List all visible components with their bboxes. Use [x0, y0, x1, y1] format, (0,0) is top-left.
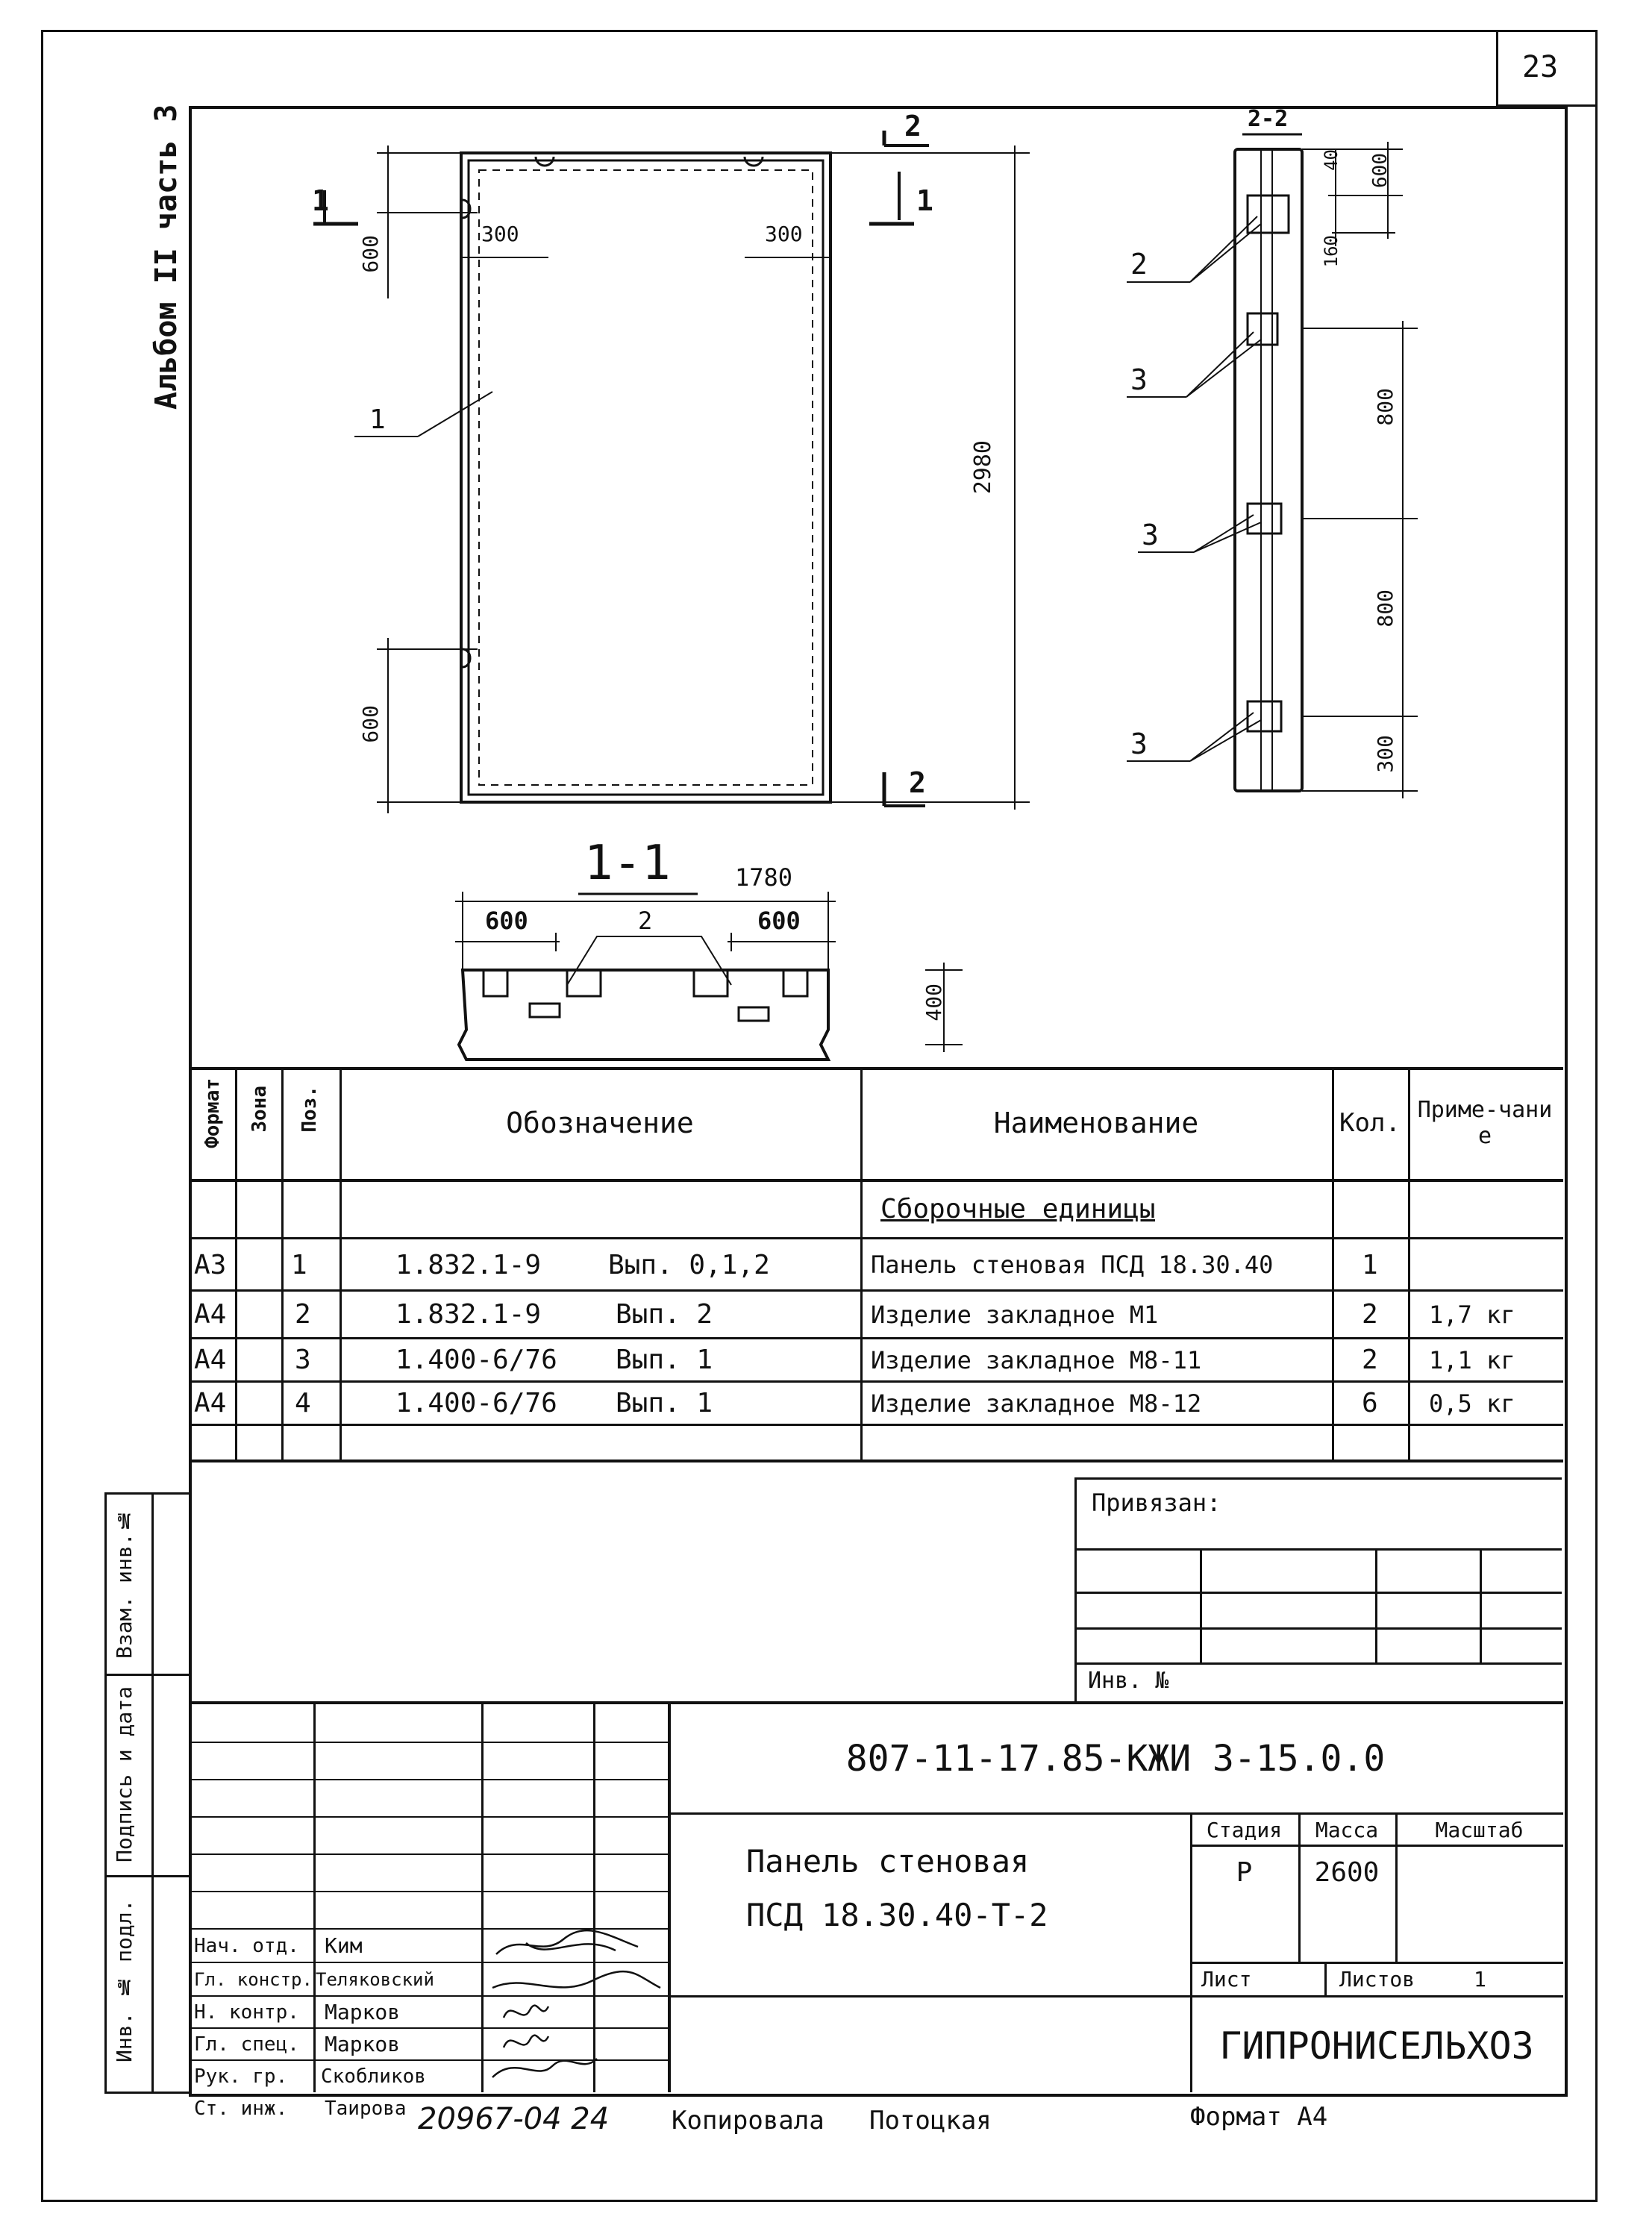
stamp-vzam: Взам. инв.№ — [112, 1508, 137, 1659]
dim-800-b: 800 — [1373, 589, 1398, 628]
dim-800-a: 800 — [1373, 388, 1398, 426]
dim-300-left: 300 — [481, 222, 519, 246]
tied-label: Привязан: — [1092, 1489, 1221, 1517]
dim-400: 400 — [922, 983, 946, 1022]
spec-table: Формат Зона Поз. Обозначение Наименование Кол. Приме-чание Сборочные единицы А3 1 1.832.1-9 Вып. 0,1,2 Панель стеновая ПСД 18.30.40 1 А4 2 1.832.1-9 Вып. 2 Изделие закладное М1 2 1,7 кг А4 3 1.400-6/76 Вып. 1 Изделие закладное М8-11 2 1,1 кг А4 4 1.400-6/76 Вып. 1 Изделие закладное М8-12 6 0,5 кг — [190, 1067, 1563, 1462]
leader-pos3-b: 3 — [1142, 519, 1159, 551]
dim-600-section-right: 600 — [757, 907, 801, 935]
copied-label: Копировала — [672, 2106, 825, 2136]
header-name: Наименование — [993, 1107, 1199, 1139]
leader-pos1: 1 — [369, 404, 386, 435]
sheets-label: Листов — [1339, 1967, 1415, 1992]
panel-elevation — [461, 153, 830, 802]
sheet-label: Лист — [1201, 1967, 1252, 1992]
stamp-podpis: Подпись и дата — [112, 1686, 137, 1862]
dim-300-right: 300 — [765, 222, 803, 246]
copied-name: Потоцкая — [869, 2106, 992, 2136]
dim-600-section-left: 600 — [485, 907, 528, 935]
drawing-code: 807-11-17.85-КЖИ 3-15.0.0 — [845, 1737, 1386, 1780]
panel-drawings — [0, 0, 1652, 1074]
format-label: Формат А4 — [1190, 2102, 1328, 2132]
mass-value: 2600 — [1314, 1856, 1380, 1888]
leader-pos3-c: 3 — [1130, 728, 1148, 760]
title-block: 807-11-17.85-КЖИ 3-15.0.0 Панель стеновая ПСД 18.30.40-Т-2 Стадия Масса Масштаб Р 2600 Лист Листов 1 ГИПРОНИСЕЛЬХОЗ Нач. отд. Ким Гл. констр. Теляковский Н. контр. Марков Гл. спец. Марков Рук. гр. Скобликов Ст. инж. Таирова — [190, 1701, 1563, 2092]
title-line-2: ПСД 18.30.40-Т-2 — [746, 1897, 1048, 1933]
side-section — [1235, 149, 1302, 791]
group-title: Сборочные единицы — [880, 1193, 1156, 1224]
section-2-2-title: 2-2 — [1248, 106, 1289, 132]
binding-block — [1074, 1477, 1562, 1704]
mass-label: Масса — [1315, 1817, 1379, 1842]
inv-label: Инв. № — [1088, 1668, 1169, 1694]
header-designation: Обозначение — [506, 1107, 694, 1139]
stage-value: Р — [1236, 1856, 1253, 1888]
stage-label: Стадия — [1206, 1817, 1283, 1842]
cut-label-1-left: 1 — [312, 184, 329, 217]
header-pos: Поз. — [298, 1086, 321, 1133]
album-label: Альбом II часть 3 — [149, 104, 184, 410]
signature-scribbles — [481, 1928, 675, 2100]
section-1-1-title: 1-1 — [584, 836, 671, 891]
dim-2980: 2980 — [970, 440, 996, 495]
page-number: 23 — [1522, 50, 1559, 84]
leader-pos3-a: 3 — [1130, 363, 1148, 396]
dim-600-side: 600 — [1369, 153, 1392, 188]
archive-number: 20967-04 24 — [418, 2102, 610, 2136]
scale-label: Масштаб — [1435, 1817, 1524, 1842]
cut-label-2-bottom: 2 — [909, 766, 926, 799]
dim-40: 40 — [1321, 149, 1342, 171]
title-line-1: Панель стеновая — [746, 1843, 1030, 1880]
cross-section — [459, 970, 828, 1060]
sheets-value: 1 — [1474, 1967, 1486, 1992]
header-note: Приме-чание — [1417, 1097, 1553, 1149]
header-zone: Зона — [248, 1086, 271, 1133]
dim-600-top: 600 — [358, 235, 383, 273]
leader-pos2-section: 2 — [638, 907, 653, 935]
stamp-inv-podl: Инв. № подл. — [112, 1899, 137, 2063]
dim-600-bottom: 600 — [358, 705, 383, 743]
header-qty: Кол. — [1339, 1108, 1401, 1138]
cut-label-2-top: 2 — [904, 110, 922, 143]
dim-1780: 1780 — [735, 863, 793, 892]
organization: ГИПРОНИСЕЛЬХОЗ — [1219, 2024, 1534, 2068]
dim-160: 160 — [1321, 235, 1342, 268]
leader-pos2-side: 2 — [1130, 248, 1148, 281]
header-format: Формат — [201, 1078, 224, 1148]
cut-label-1-right: 1 — [916, 184, 933, 217]
dim-300-side: 300 — [1373, 735, 1398, 773]
